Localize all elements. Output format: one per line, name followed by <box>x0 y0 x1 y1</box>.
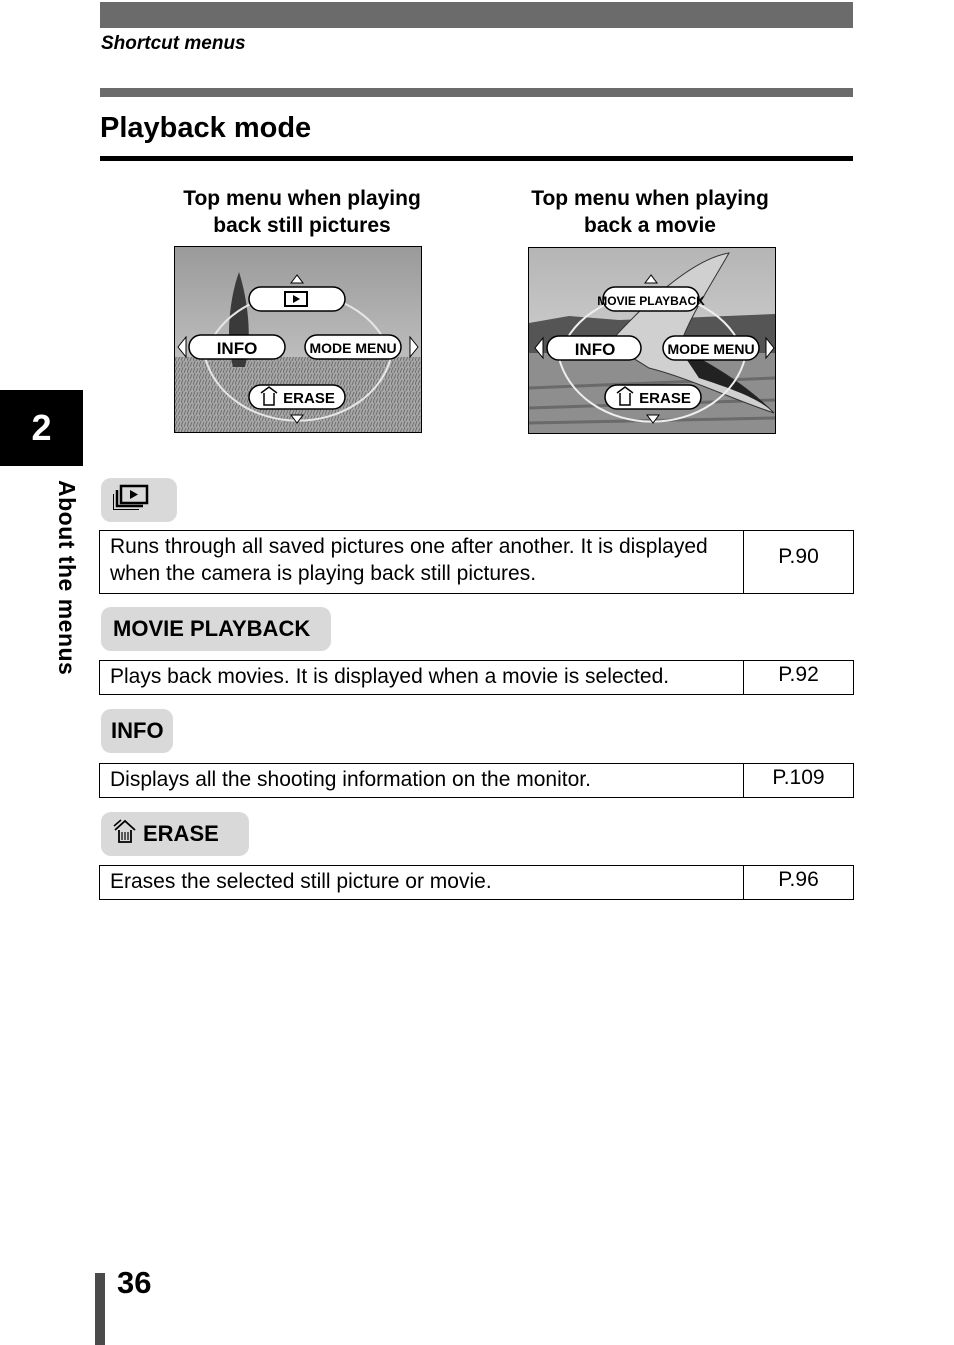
erase-icon <box>113 818 137 850</box>
movie-info-label: INFO <box>574 340 616 359</box>
chapter-tab: 2 <box>0 390 83 466</box>
slideshow-description <box>100 531 744 593</box>
header-bar <box>100 2 853 28</box>
still-playback-screen <box>174 246 422 433</box>
movie-playback-description: Plays back movies. It is displayed when a movie is selected. <box>100 661 744 694</box>
footer-bar <box>95 1273 105 1345</box>
slideshow-row <box>99 530 854 594</box>
section-bar <box>100 88 853 97</box>
caption-movie-line1: Top menu when playing <box>531 187 769 210</box>
caption-still-line1: Top menu when playing <box>183 187 421 210</box>
slideshow-icon <box>113 484 149 516</box>
info-heading <box>101 709 173 753</box>
erase-row <box>99 865 854 900</box>
slideshow-desc-line2: when the camera is playing back still pictures. <box>110 562 537 585</box>
movie-playback-screen <box>528 247 776 434</box>
erase-heading <box>101 812 249 856</box>
erase-heading-text: ERASE <box>143 821 219 846</box>
slideshow-page-ref: P.90 <box>778 545 819 568</box>
info-page-ref: P.109 <box>772 766 825 789</box>
caption-still-line2: back still pictures <box>213 214 391 237</box>
erase-description: Erases the selected still picture or movie. <box>100 866 744 899</box>
title-rule <box>100 156 853 161</box>
page-number: 36 <box>117 1265 152 1300</box>
slideshow-desc-line1: Runs through all saved pictures one after another. It is displayed <box>110 535 708 558</box>
caption-movie <box>500 185 800 239</box>
slideshow-heading <box>101 478 177 522</box>
movie-playback-row <box>99 660 854 695</box>
movie-erase-label: ERASE <box>639 390 691 407</box>
section-title: Playback mode <box>100 112 312 144</box>
movie-playback-label: MOVIE PLAYBACK <box>597 294 705 308</box>
info-description: Displays all the shooting information on the monitor. <box>100 764 744 797</box>
erase-page-ref: P.96 <box>778 868 819 891</box>
info-row <box>99 763 854 798</box>
movie-playback-heading <box>101 607 331 651</box>
still-info-label: INFO <box>216 339 258 358</box>
still-erase-label: ERASE <box>283 390 335 407</box>
movie-mode-menu-label: MODE MENU <box>667 341 755 357</box>
movie-playback-heading-text: MOVIE PLAYBACK <box>113 616 311 641</box>
caption-still <box>152 185 452 239</box>
still-mode-menu-label: MODE MENU <box>309 340 397 356</box>
movie-playback-page-ref: P.92 <box>778 663 819 686</box>
running-title: Shortcut menus <box>101 33 246 54</box>
caption-movie-line2: back a movie <box>584 214 716 237</box>
chapter-label: About the menus <box>54 480 80 676</box>
info-heading-text: INFO <box>111 718 164 743</box>
